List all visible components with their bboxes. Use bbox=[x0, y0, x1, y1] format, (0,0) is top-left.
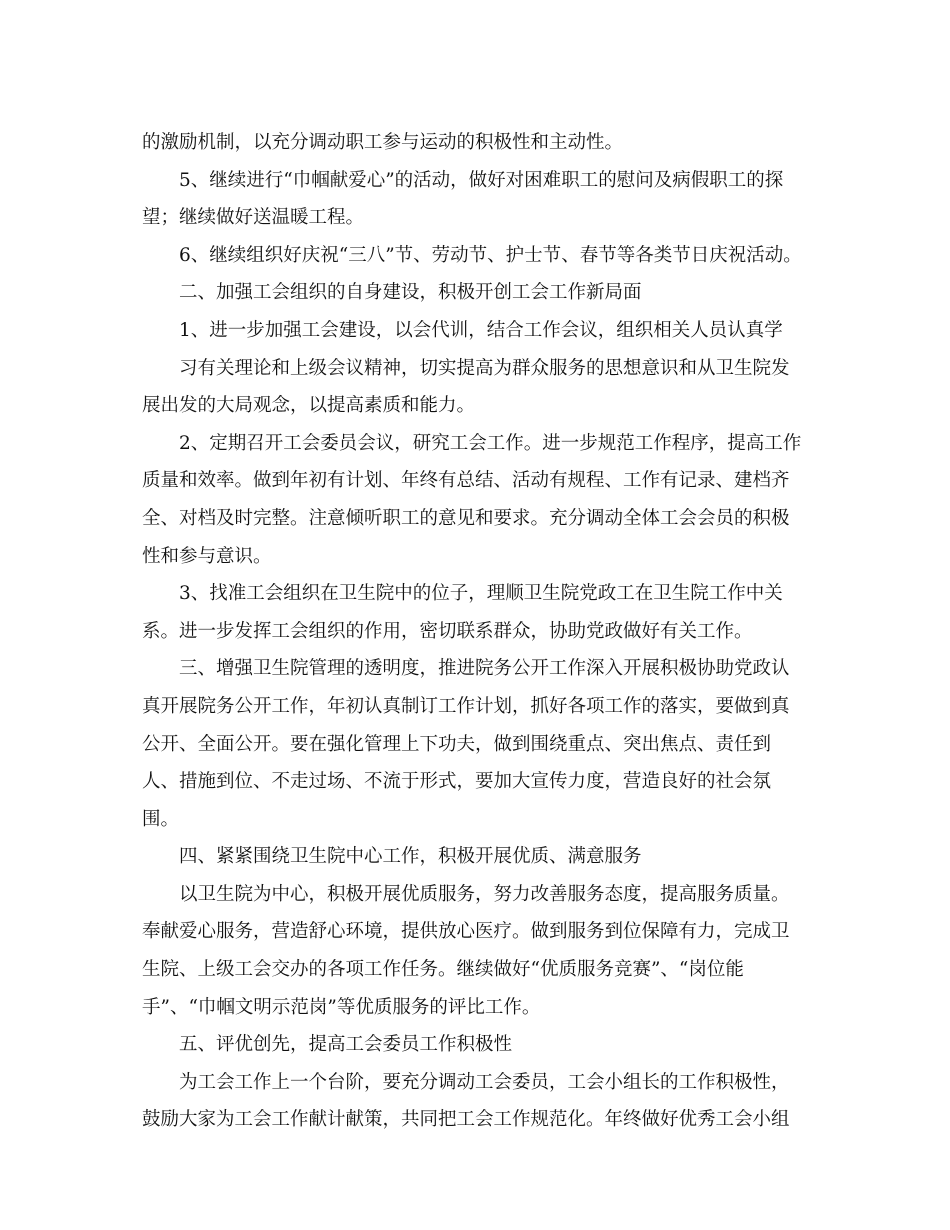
text-line: 鼓励大家为工会工作献计献策，共同把工会工作规范化。年终做好优秀工会小组 bbox=[142, 1109, 790, 1131]
text-line: 系。进一步发挥工会组织的作用，密切联系群众，协助党政做好有关工作。 bbox=[142, 620, 753, 642]
text-line: 望；继续做好送温暖工程。 bbox=[142, 207, 365, 229]
text-line: 三、增强卫生院管理的透明度，推进院务公开工作深入开展积极协助党政认 bbox=[179, 658, 790, 680]
text-line: 1、进一步加强工会建设，以会代训，结合工作会议，组织相关人员认真学 bbox=[179, 319, 783, 341]
text-line: 为工会工作上一个台阶，要充分调动工会委员，工会小组长的工作积极性， bbox=[179, 1071, 790, 1093]
text-line: 性和参与意识。 bbox=[142, 545, 272, 567]
text-line: 的激励机制，以充分调动职工参与运动的积极性和主动性。 bbox=[142, 132, 624, 153]
document-body bbox=[142, 124, 804, 1139]
text-line: 6、继续组织好庆祝“三八”节、劳动节、护士节、春节等各类节日庆祝活动。 bbox=[179, 244, 802, 266]
text-line: 展出发的大局观念，以提高素质和能力。 bbox=[142, 395, 476, 417]
text-line: 公开、全面公开。要在强化管理上下功夫，做到围绕重点、突出焦点、责任到 bbox=[142, 733, 772, 755]
text-line: 以卫生院为中心，积极开展优质服务，努力改善服务态度，提高服务质量。 bbox=[179, 883, 790, 905]
text-line: 5、继续进行“巾帼献爱心”的活动，做好对困难职工的慰问及病假职工的探 bbox=[179, 169, 784, 191]
text-line: 习有关理论和上级会议精神，切实提高为群众服务的思想意识和从卫生院发 bbox=[179, 357, 790, 379]
text-line: 3、找准工会组织在卫生院中的位子，理顺卫生院党政工在卫生院工作中关 bbox=[179, 583, 783, 605]
text-line: 真开展院务公开工作，年初认真制订工作计划，抓好各项工作的落实，要做到真 bbox=[142, 695, 790, 717]
text-line: 人、措施到位、不走过场、不流于形式，要加大宣传力度，营造良好的社会氛 bbox=[142, 771, 772, 793]
text-line: 手”、“巾帼文明示范岗”等优质服务的评比工作。 bbox=[142, 996, 541, 1018]
text-line: 围。 bbox=[142, 808, 180, 830]
text-line: 生院、上级工会交办的各项工作任务。继续做好“优质服务竞赛”、“岗位能 bbox=[142, 959, 744, 981]
text-line: 奉献爱心服务，营造舒心环境，提供放心医疗。做到服务到位保障有力，完成卫 bbox=[142, 921, 790, 943]
text-line: 质量和效率。做到年初有计划、年终有总结、活动有规程、工作有记录、建档齐 bbox=[142, 470, 790, 492]
text-line: 2、定期召开工会委员会议，研究工会工作。进一步规范工作程序，提高工作 bbox=[179, 432, 802, 454]
text-line: 全、对档及时完整。注意倾听职工的意见和要求。充分调动全体工会会员的积极 bbox=[142, 507, 790, 529]
text-line: 二、加强工会组织的自身建设，积极开创工会工作新局面 bbox=[179, 282, 642, 304]
text-line: 五、评优创先，提高工会委员工作积极性 bbox=[179, 1034, 513, 1056]
text-line: 四、紧紧围绕卫生院中心工作，积极开展优质、满意服务 bbox=[179, 846, 642, 868]
